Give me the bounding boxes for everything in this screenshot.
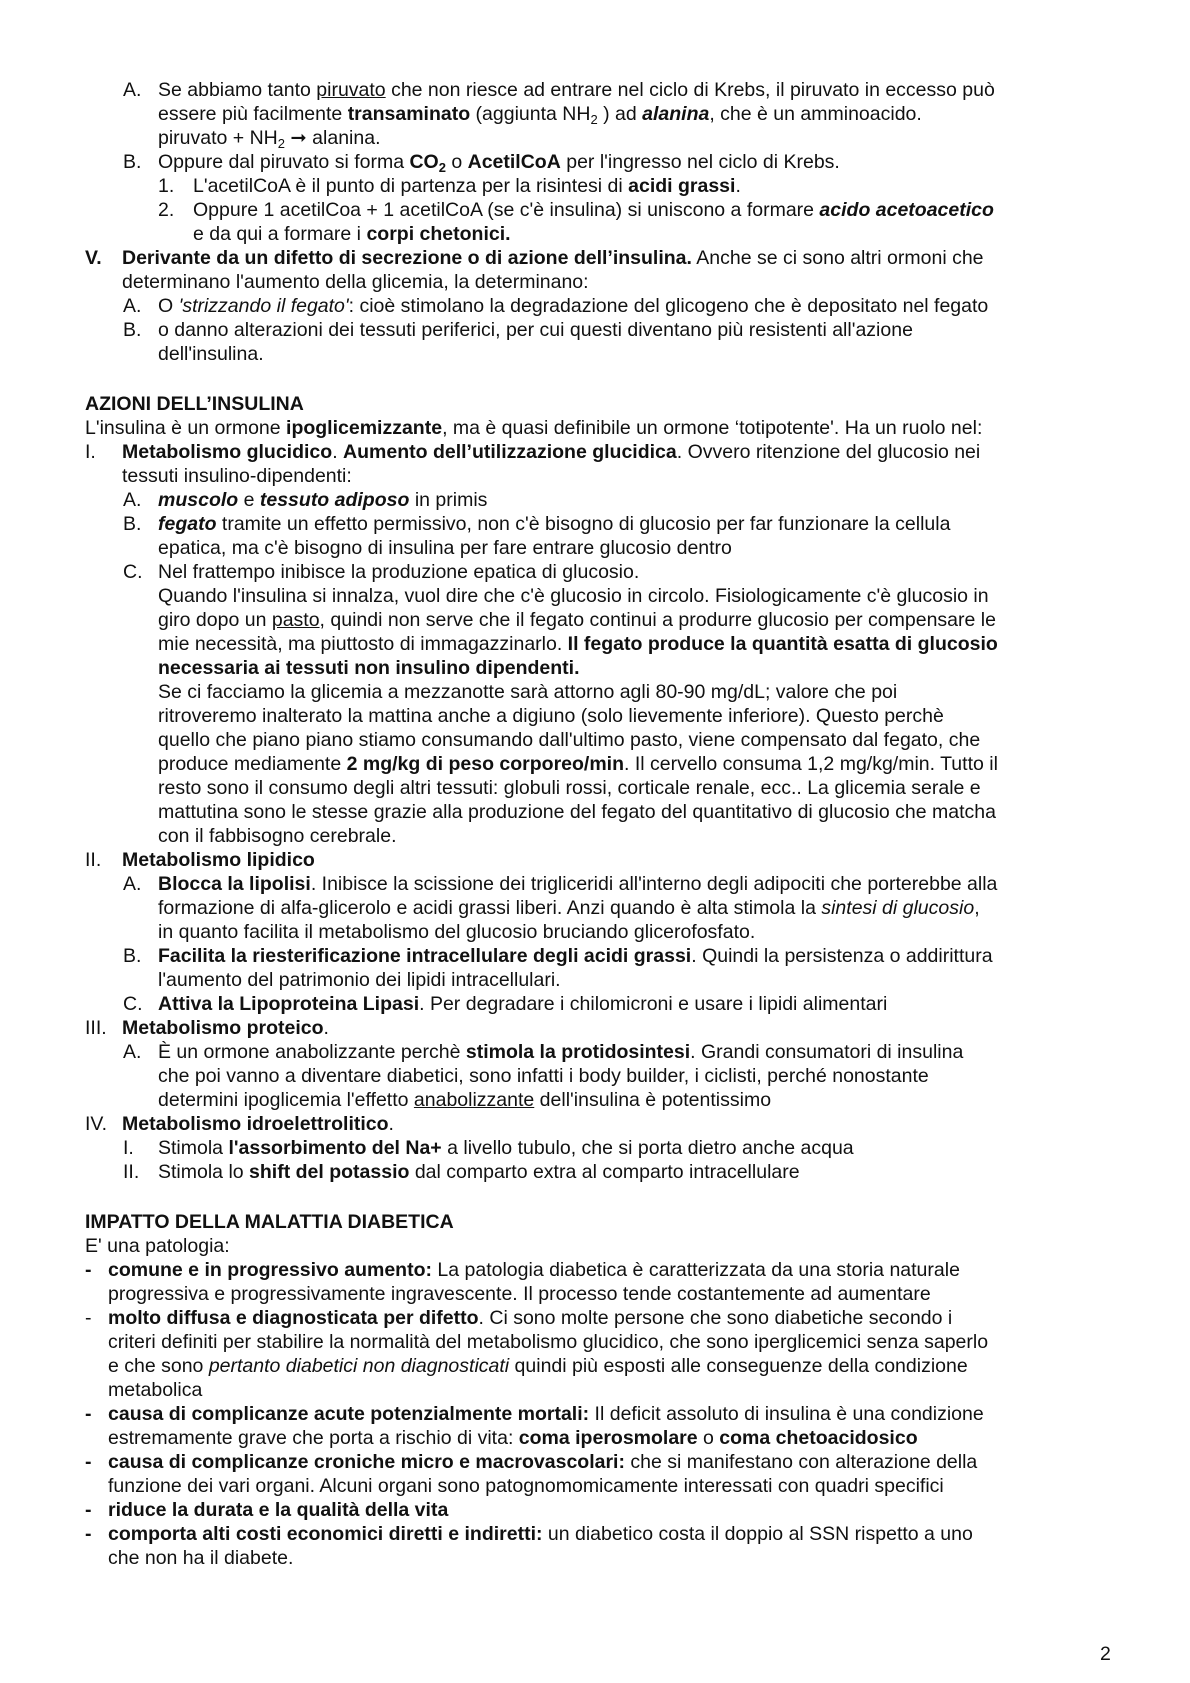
text-line: estremamente grave che porta a rischio di vita: coma iperosmolare o coma chetoacidosico — [108, 1427, 918, 1449]
list-marker: A. — [123, 873, 142, 895]
text-line: Metabolismo proteico. — [122, 1017, 329, 1039]
list-marker: - — [85, 1259, 92, 1281]
text-line: Oppure dal piruvato si forma $CO_2$ o AcetilCoA per l'ingresso nel ciclo di Krebs. — [158, 151, 840, 175]
text-line: Nel frattempo inibisce la produzione epatica di glucosio. — [158, 561, 640, 583]
text-line: Oppure 1 acetilCoa + 1 acetilCoA (se c'è insulina) si uniscono a formare acido acetoacetico — [193, 199, 994, 221]
list-marker: A. — [123, 489, 142, 511]
text-line: Attiva la Lipoproteina Lipasi. Per degradare i chilomicroni e usare i lipidi alimentari — [158, 993, 888, 1015]
text-line: metabolica — [108, 1379, 203, 1401]
text-line: ritroveremo inalterato la mattina anche a digiuno (solo lievemente inferiore). Questo perchè — [158, 705, 944, 727]
text-line: con il fabbisogno cerebrale. — [158, 825, 397, 847]
page-number: 2 — [1100, 1643, 1111, 1665]
list-marker: III. — [85, 1017, 107, 1039]
list-marker: II. — [123, 1161, 140, 1183]
text-line: epatica, ma c'è bisogno di insulina per fare entrare glucosio dentro — [158, 537, 732, 559]
text-line: dell'insulina. — [158, 343, 264, 365]
text-line: piruvato + $NH_2$ ➞ alanina. — [158, 127, 381, 151]
text-line: Quando l'insulina si innalza, vuol dire che c'è glucosio in circolo. Fisiologicamente c'è glucosio in — [158, 585, 989, 607]
list-marker: C. — [123, 993, 143, 1015]
text-line: giro dopo un pasto, quindi non serve che il fegato continui a produrre glucosio per compensare le — [158, 609, 996, 631]
text-line: È un ormone anabolizzante perchè stimola la protidosintesi. Grandi consumatori di insulina — [158, 1041, 964, 1063]
text-line: Metabolismo idroelettrolitico. — [122, 1113, 394, 1135]
text-line: fegato tramite un effetto permissivo, non c'è bisogno di glucosio per far funzionare la cellula — [158, 513, 951, 535]
text-line: essere più facilmente transaminato (aggiunta $NH_2$ ) ad alanina, che è un amminoacido. — [158, 103, 922, 127]
text-line: Se abbiamo tanto piruvato che non riesce ad entrare nel ciclo di Krebs, il piruvato in eccesso può — [158, 79, 995, 101]
text-line: Stimola l'assorbimento del Na+ a livello tubulo, che si porta dietro anche acqua — [158, 1137, 854, 1159]
list-marker: I. — [85, 441, 96, 463]
text-line: Metabolismo lipidico — [122, 849, 315, 871]
text-line: muscolo e tessuto adiposo in primis — [158, 489, 488, 511]
text-line: molto diffusa e diagnosticata per difetto. Ci sono molte persone che sono diabetiche secondo i — [108, 1307, 953, 1329]
list-marker: B. — [123, 945, 142, 967]
text-line: L'insulina è un ormone ipoglicemizzante, ma è quasi definibile un ormone ‘totipotente'. Ha un ruolo nel: — [85, 417, 983, 439]
text-line: Facilita la riesterificazione intracellulare degli acidi grassi. Quindi la persistenza o addirittura — [158, 945, 993, 967]
list-marker: B. — [123, 151, 142, 173]
text-line: funzione dei vari organi. Alcuni organi sono patognomomicamente interessati con quadri specifici — [108, 1475, 944, 1497]
text-line: produce mediamente 2 mg/kg di peso corporeo/min. Il cervello consuma 1,2 mg/kg/min. Tutto il — [158, 753, 998, 775]
list-marker: B. — [123, 513, 142, 535]
list-marker: V. — [85, 247, 102, 269]
text-line: formazione di alfa-glicerolo e acidi grassi liberi. Anzi quando è alta stimola la sintesi di glucosio, — [158, 897, 980, 919]
text-line: necessaria ai tessuti non insulino dipendenti. — [158, 657, 580, 679]
list-marker: - — [85, 1523, 92, 1545]
text-line: resto sono il consumo degli altri tessuti: globuli rossi, corticale renale, ecc.. La glicemia serale e — [158, 777, 981, 799]
text-line: mie necessità, ma piuttosto di immagazzinarlo. Il fegato produce la quantità esatta di glucosio — [158, 633, 998, 655]
list-marker: A. — [123, 79, 142, 101]
text-line: mattutina sono le stesse grazie alla produzione del fegato del quantitativo di glucosio che matcha — [158, 801, 996, 823]
list-marker: 2. — [158, 199, 175, 221]
text-line: comune e in progressivo aumento: La patologia diabetica è caratterizzata da una storia naturale — [108, 1259, 960, 1281]
text-line: l'aumento del patrimonio dei lipidi intracellulari. — [158, 969, 561, 991]
text-line: e che sono pertanto diabetici non diagnosticati quindi più esposti alle conseguenze della condizione — [108, 1355, 968, 1377]
text-line: causa di complicanze croniche micro e macrovascolari: che si manifestano con alterazione della — [108, 1451, 978, 1473]
text-line: comporta alti costi economici diretti e indiretti: un diabetico costa il doppio al SSN rispetto a uno — [108, 1523, 973, 1545]
list-marker: 1. — [158, 175, 175, 197]
text-line: Metabolismo glucidico. Aumento dell’utilizzazione glucidica. Ovvero ritenzione del glucosio nei — [122, 441, 981, 463]
text-line: IMPATTO DELLA MALATTIA DIABETICA — [85, 1211, 454, 1233]
list-marker: - — [85, 1307, 92, 1329]
text-line: quello che piano piano stiamo consumando dall'ultimo pasto, viene compensato dal fegato, che — [158, 729, 981, 751]
text-line: L'acetilCoA è il punto di partenza per la risintesi di acidi grassi. — [193, 175, 741, 197]
list-marker: B. — [123, 319, 142, 341]
text-line: Blocca la lipolisi. Inibisce la scissione dei trigliceridi all'interno degli adipociti che porterebbe alla — [158, 873, 998, 895]
text-line: che non ha il diabete. — [108, 1547, 294, 1569]
text-line: E' una patologia: — [85, 1235, 230, 1257]
text-line: causa di complicanze acute potenzialmente mortali: Il deficit assoluto di insulina è una condizione — [108, 1403, 984, 1425]
text-line: progressiva e progressivamente ingravescente. Il processo tende costantemente ad aumentare — [108, 1283, 931, 1305]
text-line: AZIONI DELL’INSULINA — [85, 393, 304, 415]
list-marker: - — [85, 1451, 92, 1473]
list-marker: - — [85, 1403, 92, 1425]
list-marker: A. — [123, 1041, 142, 1063]
text-line: Stimola lo shift del potassio dal comparto extra al comparto intracellulare — [158, 1161, 800, 1183]
text-line: Se ci facciamo la glicemia a mezzanotte sarà attorno agli 80-90 mg/dL; valore che poi — [158, 681, 898, 703]
text-line: criteri definiti per stabilire la normalità del metabolismo glucidico, che sono iperglicemici senza saperlo — [108, 1331, 989, 1353]
list-marker: II. — [85, 849, 102, 871]
text-line: o danno alterazioni dei tessuti periferici, per cui questi diventano più resistenti all'azione — [158, 319, 913, 341]
text-line: in quanto facilita il metabolismo del glucosio bruciando glicerofosfato. — [158, 921, 756, 943]
list-marker: - — [85, 1499, 92, 1521]
text-line: e da qui a formare i corpi chetonici. — [193, 223, 511, 245]
text-line: che poi vanno a diventare diabetici, sono infatti i body builder, i ciclisti, perché nonostante — [158, 1065, 929, 1087]
list-marker: A. — [123, 295, 142, 317]
text-line: O 'strizzando il fegato': cioè stimolano la degradazione del glicogeno che è depositato nel fegato — [158, 295, 989, 317]
list-marker: C. — [123, 561, 143, 583]
text-line: determini ipoglicemia l'effetto anabolizzante dell'insulina è potentissimo — [158, 1089, 772, 1111]
text-line: determinano l'aumento della glicemia, la determinano: — [122, 271, 589, 293]
list-marker: I. — [123, 1137, 134, 1159]
text-line: tessuti insulino-dipendenti: — [122, 465, 352, 487]
text-line: Derivante da un difetto di secrezione o di azione dell’insulina. Anche se ci sono altri ormoni che — [122, 247, 984, 269]
list-marker: IV. — [85, 1113, 108, 1135]
text-line: riduce la durata e la qualità della vita — [108, 1499, 449, 1521]
